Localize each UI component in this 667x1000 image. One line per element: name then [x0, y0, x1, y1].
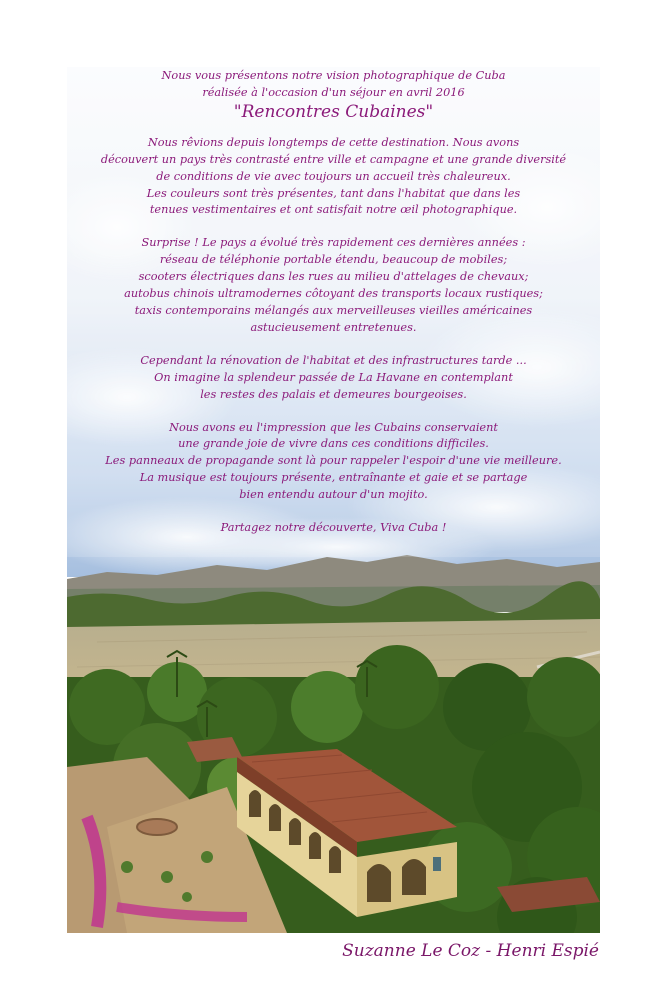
page-title: "Rencontres Cubaines": [233, 101, 434, 122]
paragraph-line: de conditions de vie avec toujours un accueil très chaleureux.: [156, 169, 511, 183]
paragraph-line: Cependant la rénovation de l'habitat et des infrastructures tarde ...: [140, 353, 527, 367]
paragraph-line: une grande joie de vivre dans ces conditions difficiles.: [178, 437, 489, 451]
paragraph-2: [67, 235, 600, 336]
paragraph-line: Les panneaux de propagande sont là pour rappeler l'espoir d'une vie meilleure.: [105, 454, 562, 468]
description-text: [67, 68, 600, 553]
signature: Suzanne Le Coz - Henri Espié: [342, 941, 599, 961]
paragraph-line: taxis contemporains mélangés aux merveilleuses vieilles américaines: [134, 303, 533, 317]
paragraph-line: La musique est toujours présente, entraînante et gaie et se partage: [139, 471, 528, 485]
paragraph-1: [67, 135, 600, 220]
paragraph-line: réseau de téléphonie portable étendu, beaucoup de mobiles;: [159, 253, 508, 267]
closing-line: Partagez notre découverte, Viva Cuba !: [220, 521, 447, 535]
paragraph-4: [67, 420, 600, 505]
paragraph-line: Les couleurs sont très présentes, tant dans l'habitat que dans les: [146, 186, 521, 200]
paragraph-line: scooters électriques dans les rues au milieu d'attelages de chevaux;: [138, 270, 529, 284]
paragraph-line: bien entendu autour d'un mojito.: [239, 488, 428, 502]
paragraph-line: découvert un pays très contrasté entre ville et campagne et une grande diversité: [100, 152, 567, 166]
paragraph-line: Nous rêvions depuis longtemps de cette destination. Nous avons: [147, 135, 520, 149]
paragraph-line: autobus chinois ultramodernes côtoyant des transports locaux rustiques;: [124, 287, 543, 301]
paragraph-3: [67, 353, 600, 404]
paragraph-line: tenues vestimentaires et ont satisfait notre œil photographique.: [149, 203, 518, 217]
paragraph-5: [67, 520, 600, 537]
paragraph-line: les restes des palais et demeures bourgeoises.: [200, 387, 467, 401]
paragraph-line: Nous avons eu l'impression que les Cubains conservaient: [169, 420, 498, 434]
paragraph-line: Surprise ! Le pays a évolué très rapidement ces dernières années :: [141, 236, 526, 250]
paragraph-line: astucieusement entretenues.: [250, 320, 417, 334]
paragraph-line: On imagine la splendeur passée de La Havane en contemplant: [154, 370, 513, 384]
intro-line-1: Nous vous présentons notre vision photographique de Cuba: [161, 69, 506, 82]
intro-line-2: réalisée à l'occasion d'un séjour en avril 2016: [202, 85, 465, 99]
